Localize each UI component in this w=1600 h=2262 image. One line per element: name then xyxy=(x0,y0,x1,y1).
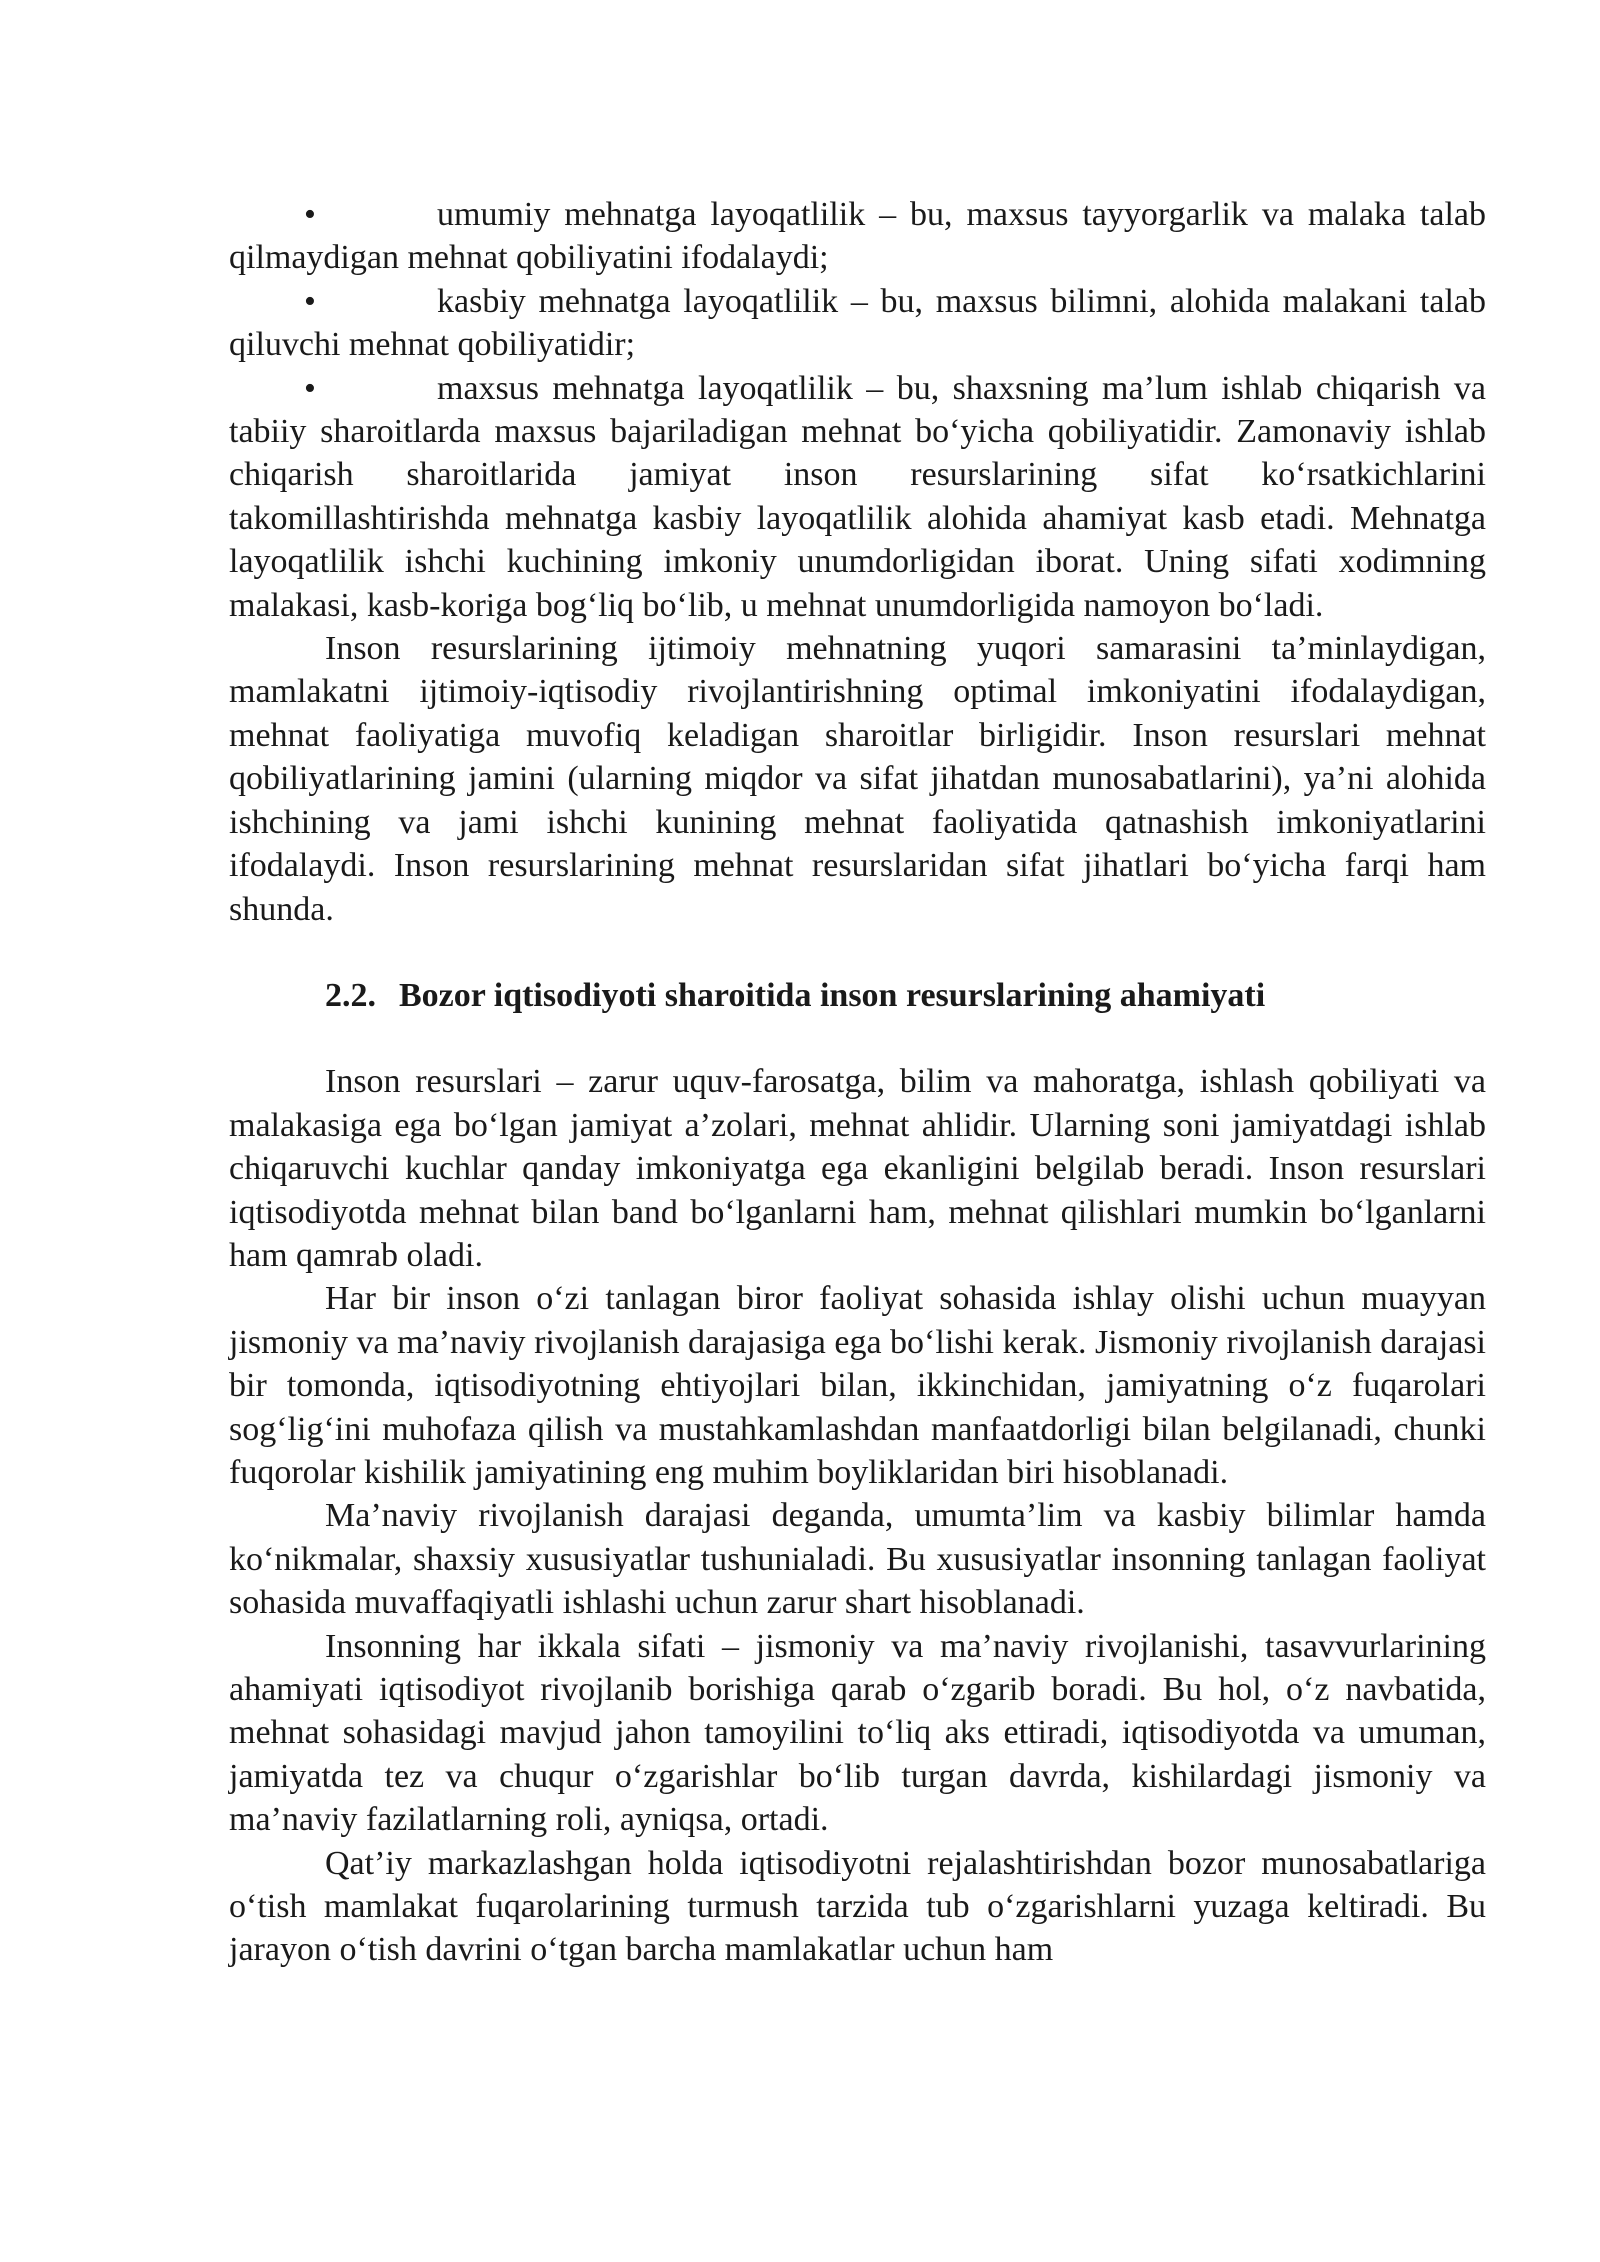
bullet-text: maxsus mehnatga layoqatlilik – bu, shaxsning ma’lum ishlab chiqarish va tabiiy sharoitlarda maxsus bajariladigan mehnat bo‘yicha qobiliyatidir. Zamonaviy ishlab chiqarish sharoitlarida jamiyat inson resurslarining sifat ko‘rsatkichlarini takomillashtirishda mehnatga kasbiy layoqatlilik alohida ahamiyat kasb etadi. Mehnatga layoqatlilik ishchi kuchining imkoniy unumdorligidan iborat. Uning sifati xodimning malakasi, kasb-koriga bog‘liq bo‘lib, u mehnat unumdorligida namoyon bo‘ladi. xyxy=(229,369,1486,624)
body-paragraph: Har bir inson o‘zi tanlagan biror faoliyat sohasida ishlay olishi uchun muayyan jismoniy va ma’naviy rivojlanish darajasiga ega bo‘lishi kerak. Jismoniy rivojlanish darajasi bir tomonda, iqtisodiyotning ehtiyojlari bilan, ikkinchidan, jamiyatning o‘z fuqarolari sog‘lig‘ini muhofaza qilish va mustahkamlashdan manfaatdorligi bilan belgilanadi, chunki fuqorolar kishilik jamiyatining eng muhim boyliklaridan biri hisoblanadi. xyxy=(229,1280,1486,1491)
bullet-icon: • xyxy=(304,196,316,233)
section-heading xyxy=(229,974,1486,1017)
document-page xyxy=(229,193,1486,1972)
body-paragraph: Ma’naviy rivojlanish darajasi deganda, umumta’lim va kasbiy bilimlar hamda ko‘nikmalar, shaxsiy xususiyatlar tushunialadi. Bu xususiyatlar insonning tanlagan faoliyat sohasida muvaffaqiyatli ishlashi uchun zarur shart hisoblanadi. xyxy=(229,1497,1486,1622)
section-title: Bozor iqtisodiyoti sharoitida inson resurslarining ahamiyati xyxy=(399,976,1266,1014)
bullet-text: umumiy mehnatga layoqatlilik – bu, maxsus tayyorgarlik va malaka talab qilmaydigan mehnat qobiliyatini ifodalaydi; xyxy=(229,196,1486,277)
bullet-item xyxy=(229,193,1486,280)
bullet-text: kasbiy mehnatga layoqatlilik – bu, maxsus bilimni, alohida malakani talab qiluvchi mehnat qobiliyatidir; xyxy=(229,282,1486,364)
section-number: 2.2. xyxy=(325,976,376,1014)
bullet-item xyxy=(229,367,1486,627)
body-paragraph: Inson resurslari – zarur uquv-farosatga, bilim va mahoratga, ishlash qobiliyati va malakasiga ega bo‘lgan jamiyat a’zolari, mehnat ahlidir. Ularning soni jamiyatdagi ishlab chiqaruvchi kuchlar qanday imkoniyatga ega ekanligini belgilab beradi. Inson resurslari iqtisodiyotda mehnat bilan band bo‘lganlarni ham, mehnat qilishlari mumkin bo‘lganlarni ham qamrab oladi. xyxy=(229,1063,1486,1274)
bullet-icon: • xyxy=(304,282,316,320)
body-paragraph: Insonning har ikkala sifati – jismoniy va ma’naviy rivojlanishi, tasavvurlarining ahamiyati iqtisodiyot rivojlanib borishiga qarab o‘zgarib boradi. Bu hol, o‘z navbatida, mehnat sohasidagi mavjud jahon tamoyilini to‘liq aks ettiradi, iqtisodiyotda va umuman, jamiyatda tez va chuqur o‘zgarishlar bo‘lib turgan davrda, kishilardagi jismoniy va ma’naviy fazilatlarning roli, ayniqsa, ortadi. xyxy=(229,1627,1486,1839)
bullet-icon: • xyxy=(304,369,316,407)
body-paragraph: Inson resurslarining ijtimoiy mehnatning yuqori samarasini ta’minlaydigan, mamlakatni ijtimoiy-iqtisodiy rivojlantirishning optimal imkoniyatini ifodalaydigan, mehnat faoliyatiga muvofiq keladigan sharoitlar birligidir. Inson resurslari mehnat qobiliyatlarining jamini (ularning miqdor va sifat jihatdan munosabatlarini), ya’ni alohida ishchining va jami ishchi kunining mehnat faoliyatida qatnashish imkoniyatlarini ifodalaydi. Inson resurslarining mehnat resurslaridan sifat jihatlari bo‘yicha farqi ham shunda. xyxy=(229,630,1486,928)
body-paragraph: Qat’iy markazlashgan holda iqtisodiyotni rejalashtirishdan bozor munosabatlariga o‘tish mamlakat fuqarolarining turmush tarzida tub o‘zgarishlarni yuzaga keltiradi. Bu jarayon o‘tish davrini o‘tgan barcha mamlakatlar uchun ham xyxy=(229,1844,1486,1969)
bullet-item xyxy=(229,280,1486,367)
